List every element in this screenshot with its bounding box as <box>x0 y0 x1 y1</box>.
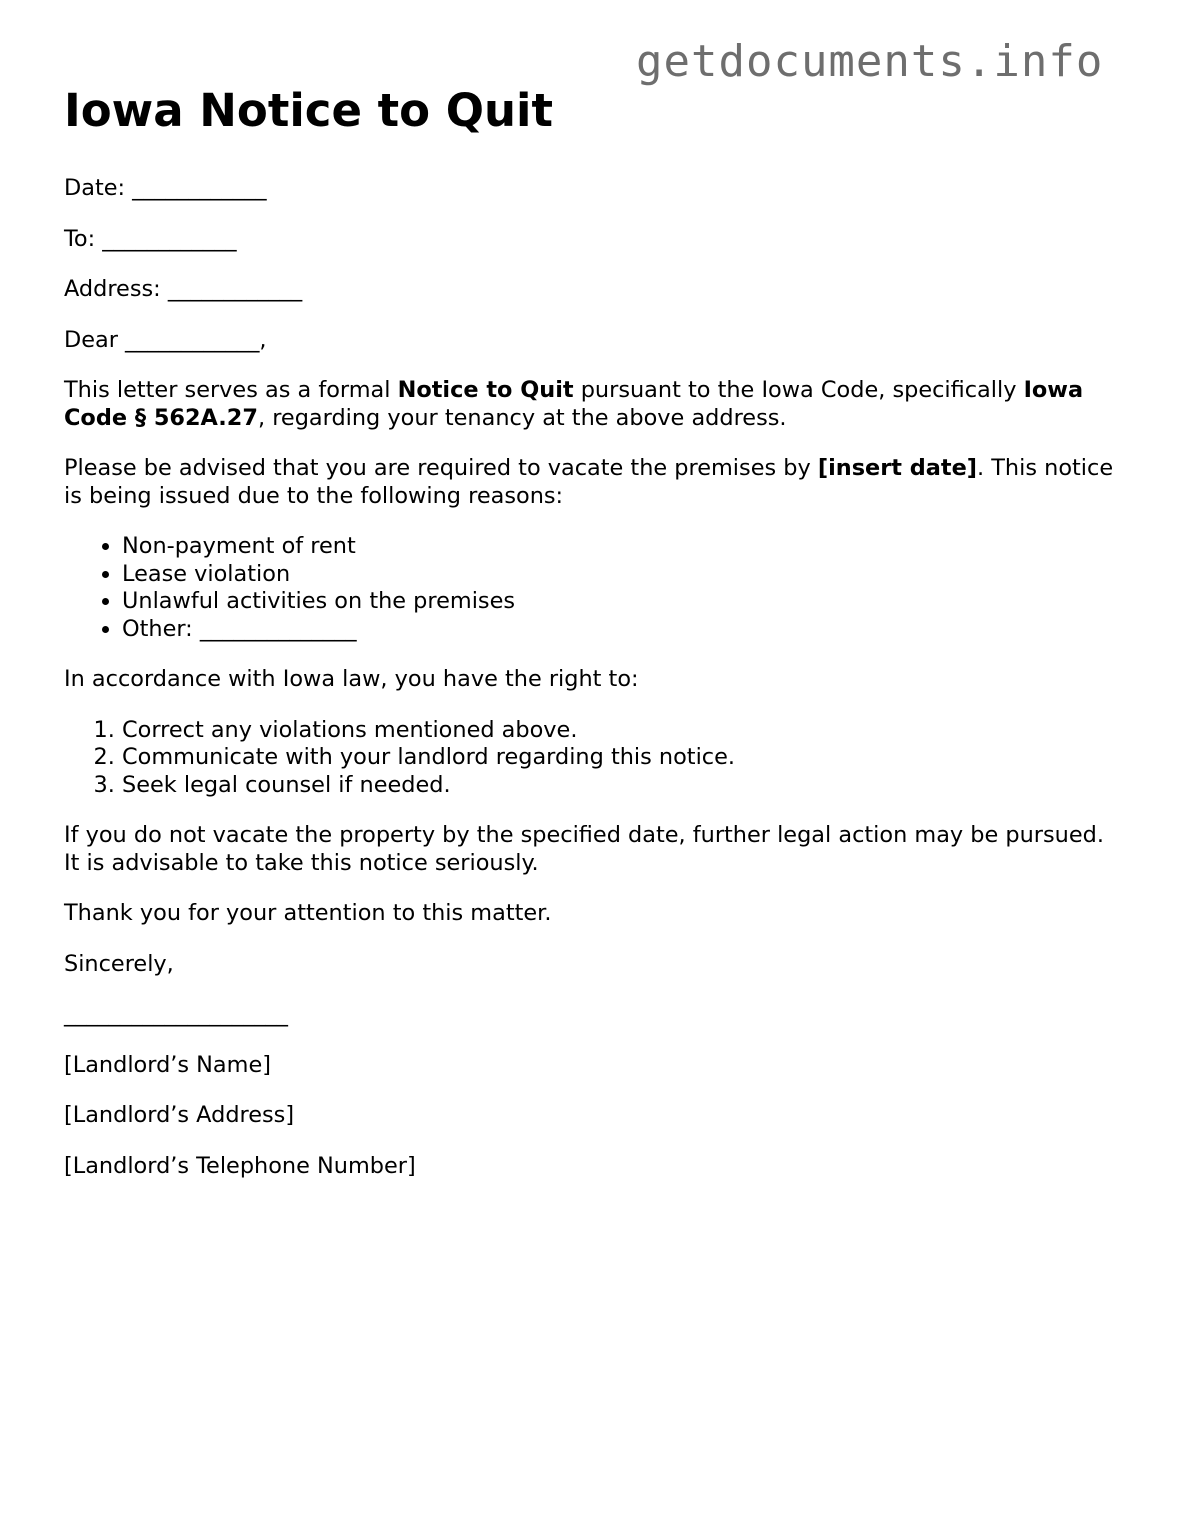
date-field: Date: ____________ <box>64 175 267 201</box>
intro-text-1: This letter serves as a formal <box>64 377 398 403</box>
iowa-code-reference: Iowa Code § 562A.27 <box>64 377 1084 431</box>
advised-text-1: Please be advised that you are required to vacate the premises by <box>64 455 818 481</box>
intro-paragraph <box>64 377 1124 432</box>
thanks-paragraph: Thank you for your attention to this matter. <box>64 900 552 926</box>
intro-text-3: , regarding your tenancy at the above address. <box>257 404 787 431</box>
advised-paragraph <box>64 455 1124 510</box>
closing: Sincerely, <box>64 950 174 977</box>
intro-text-2: pursuant to the Iowa Code, specifically <box>573 377 1024 403</box>
reason-item: • Non-payment of rent <box>122 533 1124 561</box>
reason-item: • Lease violation <box>122 561 1124 589</box>
right-item: 3. Seek legal counsel if needed. <box>122 772 1124 800</box>
rights-intro: In accordance with Iowa law, you have the right to: <box>64 666 639 692</box>
right-item: 2. Communicate with your landlord regarding this notice. <box>122 744 1124 772</box>
landlord-phone: [Landlord’s Telephone Number] <box>64 1152 416 1179</box>
salutation: Dear ____________, <box>64 326 267 353</box>
address-field: Address: ____________ <box>64 276 303 302</box>
document-title: Iowa Notice to Quit <box>64 84 553 137</box>
signature-line: ____________________ <box>64 1001 288 1027</box>
rights-list <box>64 717 1124 800</box>
insert-date-placeholder: [insert date] <box>817 455 978 481</box>
advised-text-2: . This notice is being issued due to the following reasons: <box>64 455 1114 509</box>
to-field: To: ____________ <box>64 225 237 252</box>
watermark: getdocuments.info <box>636 36 1104 87</box>
document-body <box>64 0 1124 1180</box>
notice-to-quit-term: Notice to Quit <box>397 377 574 403</box>
landlord-name: [Landlord’s Name] <box>64 1051 271 1078</box>
further-action-paragraph: If you do not vacate the property by the specified date, further legal action may be pursued. It is advisable to take this notice seriously. <box>64 822 1104 876</box>
landlord-address: [Landlord’s Address] <box>64 1102 295 1128</box>
reason-item: • Other: ______________ <box>122 616 1124 644</box>
reasons-list <box>64 533 1124 643</box>
right-item: 1. Correct any violations mentioned above. <box>122 717 1124 745</box>
reason-item: • Unlawful activities on the premises <box>122 588 1124 616</box>
